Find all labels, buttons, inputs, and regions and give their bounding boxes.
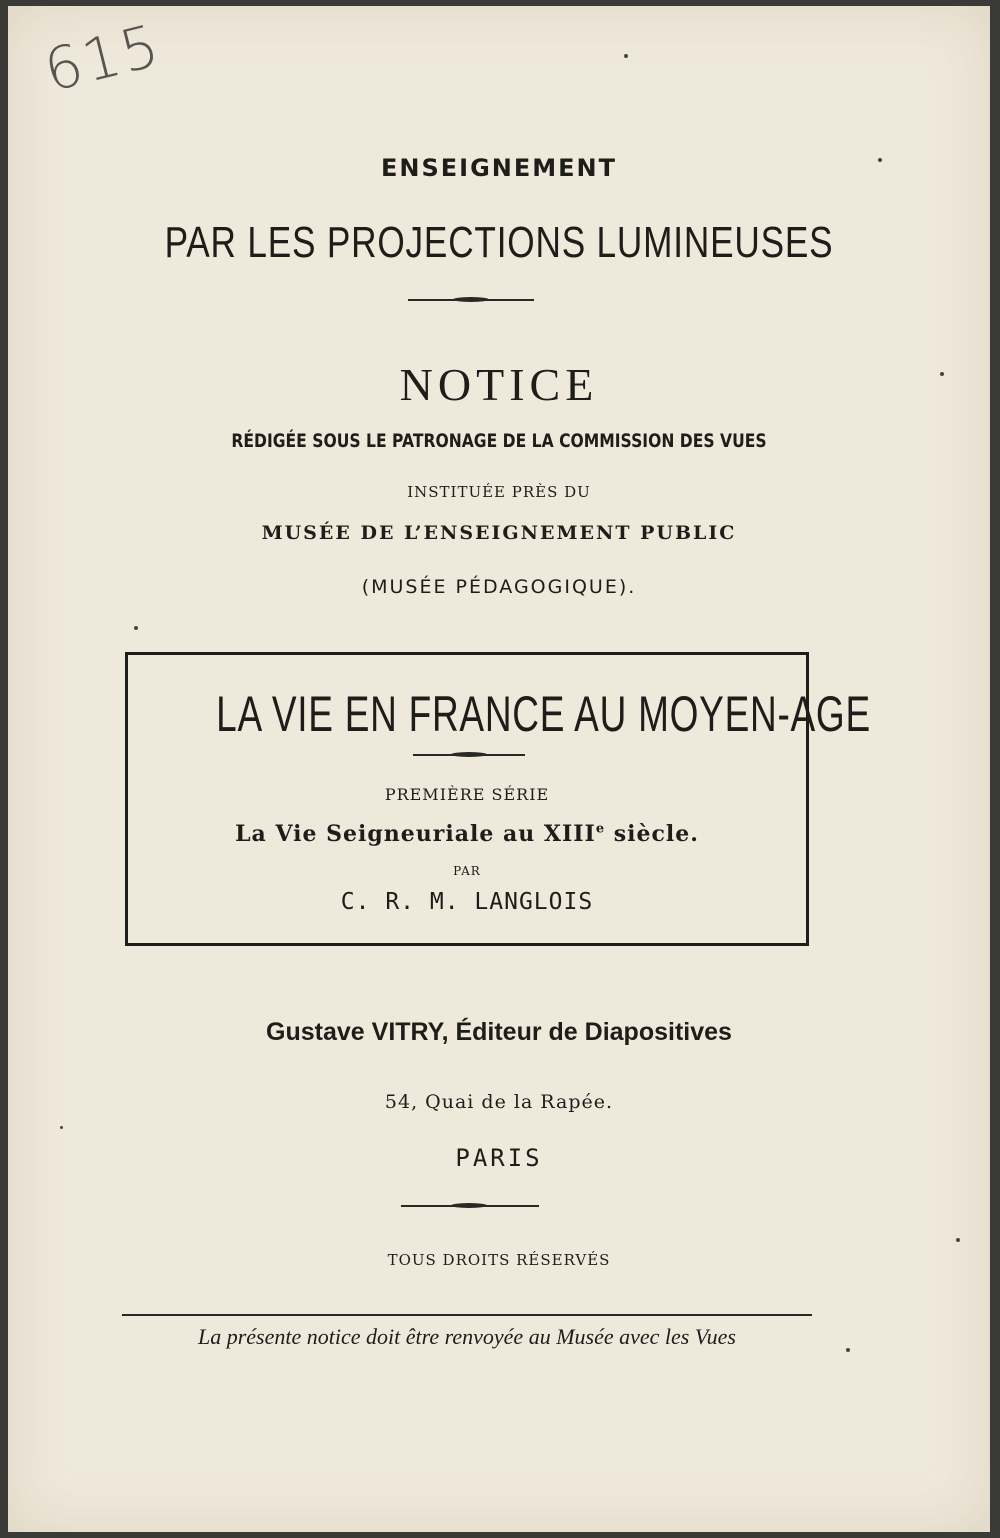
- notice-title: NOTICE: [399, 359, 599, 410]
- footer-note: La présente notice doit être renvoyée au Musée avec les Vues: [198, 1324, 736, 1349]
- footer-rule: [122, 1314, 812, 1316]
- box-serie: PREMIÈRE SÉRIE: [384, 785, 550, 804]
- header-enseignement: ENSEIGNEMENT: [380, 154, 617, 182]
- rights-reserved: TOUS DROITS RÉSERVÉS: [387, 1251, 611, 1269]
- publisher-name: Gustave VITRY, Éditeur de Diapositives: [266, 1018, 732, 1046]
- notice-instituee: INSTITUÉE PRÈS DU: [407, 483, 591, 501]
- document-page: [8, 6, 990, 1532]
- publisher-city: PARIS: [455, 1144, 543, 1172]
- box-par: PAR: [453, 864, 481, 878]
- notice-musee: MUSÉE DE L’ENSEIGNEMENT PUBLIC: [261, 522, 737, 544]
- title-box: [125, 652, 871, 946]
- notice-redigee: RÉDIGÉE SOUS LE PATRONAGE DE LA COMMISSION DES VUES: [231, 430, 767, 452]
- publisher-address: 54, Quai de la Rapée.: [384, 1091, 614, 1113]
- header-projections: PAR LES PROJECTIONS LUMINEUSES: [164, 218, 834, 267]
- box-title: LA VIE EN FRANCE AU MOYEN-AGE: [216, 686, 871, 742]
- notice-pedagogique: (MUSÉE PÉDAGOGIQUE).: [361, 576, 637, 598]
- box-subtitle: La Vie Seigneuriale au XIIIe siècle.: [235, 821, 699, 847]
- handwritten-annotation: 615: [37, 10, 168, 106]
- box-author: C. R. M. LANGLOIS: [340, 889, 594, 915]
